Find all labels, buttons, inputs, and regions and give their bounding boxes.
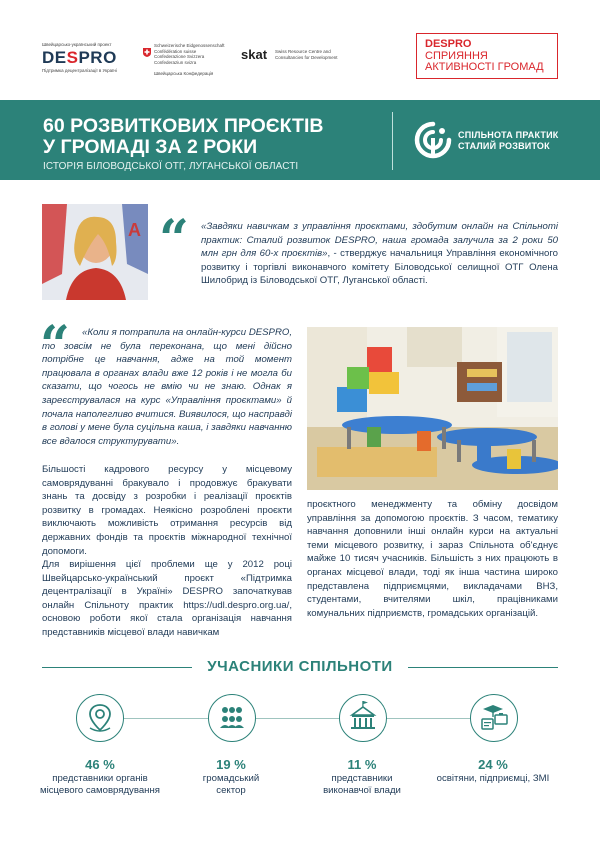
quote-one-attribution: , - стверджує начальниця Управління економічного розвитку і торгівлі виконавчого комітету Біловодської селищної ОТГ Олена Шилобрид із Біловодської ОТГ, Луганської області. xyxy=(201,248,558,287)
campaign-brand: DESPRO xyxy=(425,38,472,50)
skat-lines: Swiss Resource Centre and Consultancies for Development xyxy=(275,49,338,60)
despro-logo xyxy=(42,42,137,73)
campaign-logo xyxy=(416,33,558,79)
campaign-line1: СПРИЯННЯ xyxy=(425,49,488,62)
members-title: УЧАСНИКИ СПІЛЬНОТИ xyxy=(207,658,393,675)
banner-divider xyxy=(392,112,393,170)
despro-wordmark: DESPRO xyxy=(42,47,117,67)
stat-label: громадський сектор xyxy=(202,773,260,796)
page-title-line1: 60 РОЗВИТКОВИХ ПРОЄКТІВ xyxy=(43,115,324,137)
education-business-media-icon xyxy=(470,694,518,742)
body-paragraph-3: проєктного менеджменту та обміну досвідом управління за допомогою проєктів. З часом, тематику навчання доповнили інші онлайн курси на актуальні теми місцевого розвитку, і зараз Спільнота об'єднує майже 10 тисяч учасників. Більшість з них працюють в органах місцевої влади, тоді як інша частина широко представлена підприємцями, викладачами ВНЗ, студентами, вчителями шкіл, працівниками комунальних підприємств, громадських організацій. xyxy=(307,499,558,619)
stats-connector-line xyxy=(100,718,500,719)
community-logo-icon xyxy=(413,120,453,160)
despro-project-line: Швейцарсько-український проект xyxy=(42,42,112,47)
community-name: СПІЛЬНОТА ПРАКТИК СТАЛИЙ РОЗВИТОК xyxy=(458,130,559,151)
body-paragraph-2: Для вирішення цієї проблеми ще у 2012 році Швейцарсько-український проєкт «Підтримка децентралізації в Україні» DESPRO започаткував онлайн Спільноту практик https://udl.despro.org.ua/, основою роботи якої стала організація навчання представників місцевої влади навичкам xyxy=(42,559,292,638)
swiss-lines: Schweizerische Eidgenossenschaft Confédération suisse Confederazione Svizzera Confederaziun svizra Швейцарська Конфедерація xyxy=(154,43,225,76)
stat-pct: 24 % xyxy=(478,757,508,772)
map-pin-icon xyxy=(76,694,124,742)
body-paragraph-1: Більшості кадрового ресурсу у місцевому самоврядуванні бракувало і продовжує бракувати знань та досвіду з розробки і реалізації проєктів розвитку в громадах. Неякісно розроблені проєкти виключають можливість отримання ресурсів від державних фондів та проєктів міжнародної технічної допомоги. xyxy=(42,464,292,557)
stat-pct: 11 % xyxy=(347,757,377,772)
stat-label: освітяни, підприємці, ЗМІ xyxy=(436,773,550,784)
quote-mark-icon: “ xyxy=(40,315,70,376)
page-subtitle: ІСТОРІЯ БІЛОВОДСЬКОЇ ОТГ, ЛУГАНСЬКОЇ ОБЛАСТІ xyxy=(43,161,299,172)
stat-pct: 19 % xyxy=(216,757,246,772)
stat-pct: 46 % xyxy=(85,757,115,772)
stat-label: представники органів місцевого самоврядування xyxy=(40,773,160,796)
despro-project-sub: Підтримка децентралізації в Україні xyxy=(42,67,117,73)
government-building-icon xyxy=(339,694,387,742)
quote-one-italic: «Завдяки навичкам з управління проєктами, здобутим онлайн на Спільноті практик: Сталий розвиток DESPRO, наша громада залучила за 2 роки 50 млн грн для 60-х проєктів» xyxy=(201,221,558,260)
page-title-line2: У ГРОМАДІ ЗА 2 РОКИ xyxy=(43,136,258,158)
skat-logo xyxy=(241,46,351,64)
people-icon xyxy=(208,694,256,742)
classroom-photo xyxy=(307,327,558,490)
members-line-right xyxy=(408,667,558,668)
swiss-flag-icon xyxy=(143,44,151,53)
members-line-left xyxy=(42,667,192,668)
stat-label: представники виконавчої влади xyxy=(323,773,401,796)
portrait-photo xyxy=(42,204,148,300)
campaign-line2: АКТИВНОСТІ ГРОМАД xyxy=(425,61,544,73)
quote-two: «Коли я потрапила на онлайн-курси DESPRO, то зовсім не була переконана, що мені дійсно потрібне це навчання, адже на той момент працювала в органах влади вже 12 років і не могла би сказати, що чогось не вмію чи не знаю. Однак я зареєструвалася на курс «Управління проєктами» й почала наполегливо вчитися. Виявилося, що насправді в голові у мене була суцільна каша, і завдяки навчанню все вдалося структурувати». xyxy=(42,327,292,447)
quote-one xyxy=(201,220,558,288)
skat-wordmark: skat xyxy=(241,47,268,62)
quote-mark-icon: “ xyxy=(159,209,189,270)
svg-text:A: A xyxy=(128,220,141,240)
